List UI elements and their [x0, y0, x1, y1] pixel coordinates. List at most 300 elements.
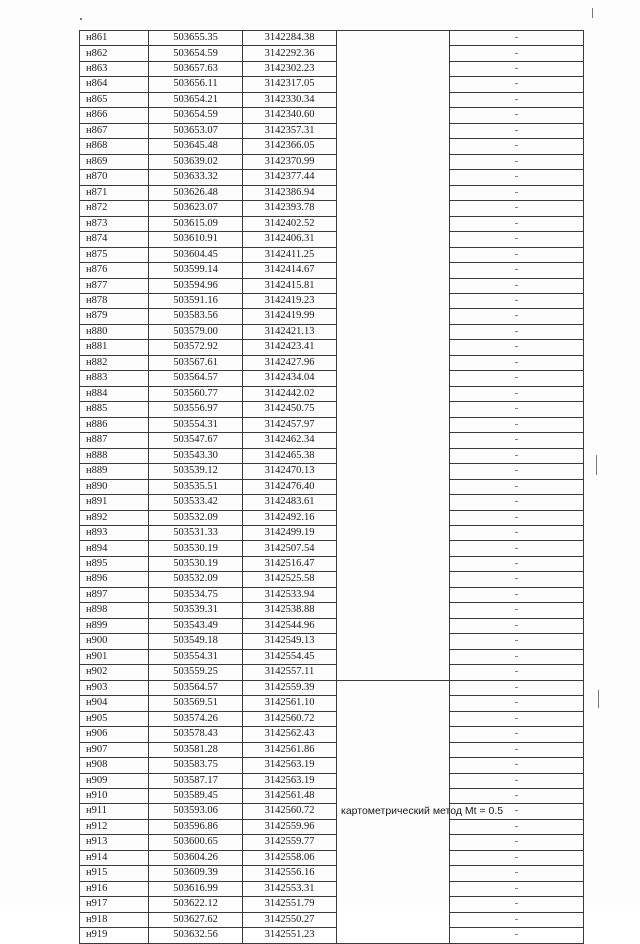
point-id-cell: н894 [80, 541, 149, 556]
accuracy-cell: - [450, 556, 584, 571]
point-id-cell: н896 [80, 572, 149, 587]
accuracy-cell: - [450, 201, 584, 216]
accuracy-cell: - [450, 293, 584, 308]
y-coordinate-cell: 3142450.75 [243, 402, 337, 417]
accuracy-cell: - [450, 371, 584, 386]
y-coordinate-cell: 3142554.45 [243, 649, 337, 664]
accuracy-cell: - [450, 77, 584, 92]
y-coordinate-cell: 3142340.60 [243, 108, 337, 123]
table-row [80, 464, 584, 479]
y-coordinate-cell: 3142415.81 [243, 278, 337, 293]
point-id-cell: н875 [80, 247, 149, 262]
x-coordinate-cell: 503622.12 [149, 897, 243, 912]
y-coordinate-cell: 3142563.19 [243, 773, 337, 788]
point-id-cell: н909 [80, 773, 149, 788]
y-coordinate-cell: 3142414.67 [243, 263, 337, 278]
x-coordinate-cell: 503632.56 [149, 928, 243, 943]
table-row [80, 479, 584, 494]
scan-speck [80, 18, 82, 20]
y-coordinate-cell: 3142370.99 [243, 154, 337, 169]
y-coordinate-cell: 3142560.72 [243, 711, 337, 726]
table-row [80, 201, 584, 216]
point-id-cell: н861 [80, 31, 149, 46]
accuracy-cell: - [450, 263, 584, 278]
y-coordinate-cell: 3142476.40 [243, 479, 337, 494]
x-coordinate-cell: 503554.31 [149, 417, 243, 432]
table-row [80, 77, 584, 92]
accuracy-cell: - [450, 123, 584, 138]
table-row [80, 139, 584, 154]
accuracy-cell: - [450, 495, 584, 510]
y-coordinate-cell: 3142483.61 [243, 495, 337, 510]
y-coordinate-cell: 3142556.16 [243, 866, 337, 881]
y-coordinate-cell: 3142561.10 [243, 696, 337, 711]
y-coordinate-cell: 3142559.96 [243, 819, 337, 834]
point-id-cell: н864 [80, 77, 149, 92]
point-id-cell: н906 [80, 727, 149, 742]
table-row [80, 680, 584, 695]
accuracy-cell: - [450, 154, 584, 169]
table-row [80, 758, 584, 773]
y-coordinate-cell: 3142402.52 [243, 216, 337, 231]
y-coordinate-cell: 3142550.27 [243, 912, 337, 927]
accuracy-cell: - [450, 587, 584, 602]
accuracy-cell: - [450, 526, 584, 541]
table-row [80, 819, 584, 834]
table-row [80, 123, 584, 138]
point-id-cell: н914 [80, 850, 149, 865]
table-row [80, 850, 584, 865]
coordinates-table-body [80, 31, 584, 944]
x-coordinate-cell: 503594.96 [149, 278, 243, 293]
accuracy-cell: - [450, 61, 584, 76]
x-coordinate-cell: 503530.19 [149, 541, 243, 556]
accuracy-cell: - [450, 897, 584, 912]
y-coordinate-cell: 3142357.31 [243, 123, 337, 138]
point-id-cell: н865 [80, 92, 149, 107]
accuracy-cell: - [450, 309, 584, 324]
x-coordinate-cell: 503633.32 [149, 170, 243, 185]
point-id-cell: н880 [80, 324, 149, 339]
x-coordinate-cell: 503657.63 [149, 61, 243, 76]
table-row [80, 526, 584, 541]
point-id-cell: н886 [80, 417, 149, 432]
y-coordinate-cell: 3142561.48 [243, 788, 337, 803]
y-coordinate-cell: 3142560.72 [243, 804, 337, 819]
accuracy-cell: - [450, 618, 584, 633]
table-row [80, 788, 584, 803]
x-coordinate-cell: 503627.62 [149, 912, 243, 927]
y-coordinate-cell: 3142561.86 [243, 742, 337, 757]
table-row [80, 556, 584, 571]
point-id-cell: н917 [80, 897, 149, 912]
accuracy-cell: - [450, 448, 584, 463]
x-coordinate-cell: 503554.31 [149, 649, 243, 664]
x-coordinate-cell: 503549.18 [149, 634, 243, 649]
y-coordinate-cell: 3142551.79 [243, 897, 337, 912]
accuracy-cell: - [450, 680, 584, 695]
table-row [80, 742, 584, 757]
table-row [80, 866, 584, 881]
accuracy-cell: - [450, 727, 584, 742]
y-coordinate-cell: 3142516.47 [243, 556, 337, 571]
y-coordinate-cell: 3142393.78 [243, 201, 337, 216]
point-id-cell: н877 [80, 278, 149, 293]
y-coordinate-cell: 3142366.05 [243, 139, 337, 154]
accuracy-cell: - [450, 46, 584, 61]
x-coordinate-cell: 503574.26 [149, 711, 243, 726]
accuracy-cell: - [450, 835, 584, 850]
table-row [80, 495, 584, 510]
point-id-cell: н884 [80, 386, 149, 401]
accuracy-cell: - [450, 417, 584, 432]
y-coordinate-cell: 3142559.39 [243, 680, 337, 695]
y-coordinate-cell: 3142377.44 [243, 170, 337, 185]
table-row [80, 773, 584, 788]
point-id-cell: н871 [80, 185, 149, 200]
accuracy-cell: - [450, 928, 584, 943]
table-row [80, 448, 584, 463]
x-coordinate-cell: 503556.97 [149, 402, 243, 417]
point-id-cell: н912 [80, 819, 149, 834]
accuracy-cell: - [450, 108, 584, 123]
y-coordinate-cell: 3142557.11 [243, 665, 337, 680]
table-row [80, 897, 584, 912]
accuracy-cell: - [450, 634, 584, 649]
x-coordinate-cell: 503539.12 [149, 464, 243, 479]
x-coordinate-cell: 503567.61 [149, 355, 243, 370]
y-coordinate-cell: 3142406.31 [243, 232, 337, 247]
table-row [80, 402, 584, 417]
point-id-cell: н898 [80, 603, 149, 618]
x-coordinate-cell: 503533.42 [149, 495, 243, 510]
point-id-cell: н907 [80, 742, 149, 757]
accuracy-cell: - [450, 324, 584, 339]
accuracy-cell: - [450, 92, 584, 107]
x-coordinate-cell: 503599.14 [149, 263, 243, 278]
x-coordinate-cell: 503600.65 [149, 835, 243, 850]
table-row [80, 634, 584, 649]
x-coordinate-cell: 503615.09 [149, 216, 243, 231]
y-coordinate-cell: 3142457.97 [243, 417, 337, 432]
accuracy-cell: - [450, 912, 584, 927]
y-coordinate-cell: 3142499.19 [243, 526, 337, 541]
accuracy-cell: - [450, 881, 584, 896]
y-coordinate-cell: 3142470.13 [243, 464, 337, 479]
y-coordinate-cell: 3142284.38 [243, 31, 337, 46]
table-row [80, 355, 584, 370]
x-coordinate-cell: 503591.16 [149, 293, 243, 308]
accuracy-cell: - [450, 479, 584, 494]
x-coordinate-cell: 503609.39 [149, 866, 243, 881]
point-id-cell: н878 [80, 293, 149, 308]
accuracy-cell: - [450, 603, 584, 618]
table-row [80, 154, 584, 169]
table-row [80, 309, 584, 324]
y-coordinate-cell: 3142292.36 [243, 46, 337, 61]
x-coordinate-cell: 503564.57 [149, 371, 243, 386]
scan-speck [596, 455, 597, 475]
y-coordinate-cell: 3142507.54 [243, 541, 337, 556]
table-row [80, 340, 584, 355]
point-id-cell: н862 [80, 46, 149, 61]
point-id-cell: н902 [80, 665, 149, 680]
table-row [80, 618, 584, 633]
accuracy-cell: - [450, 278, 584, 293]
accuracy-cell: - [450, 541, 584, 556]
table-row [80, 324, 584, 339]
table-row [80, 912, 584, 927]
x-coordinate-cell: 503583.75 [149, 758, 243, 773]
accuracy-cell: - [450, 340, 584, 355]
y-coordinate-cell: 3142553.31 [243, 881, 337, 896]
point-id-cell: н901 [80, 649, 149, 664]
point-id-cell: н868 [80, 139, 149, 154]
accuracy-cell: - [450, 819, 584, 834]
table-row [80, 371, 584, 386]
point-id-cell: н876 [80, 263, 149, 278]
table-row [80, 216, 584, 231]
x-coordinate-cell: 503532.09 [149, 510, 243, 525]
table-row [80, 92, 584, 107]
x-coordinate-cell: 503532.09 [149, 572, 243, 587]
x-coordinate-cell: 503656.11 [149, 77, 243, 92]
table-row [80, 433, 584, 448]
y-coordinate-cell: 3142538.88 [243, 603, 337, 618]
x-coordinate-cell: 503535.51 [149, 479, 243, 494]
y-coordinate-cell: 3142434.04 [243, 371, 337, 386]
x-coordinate-cell: 503604.26 [149, 850, 243, 865]
x-coordinate-cell: 503564.57 [149, 680, 243, 695]
table-row [80, 541, 584, 556]
table-row [80, 108, 584, 123]
accuracy-cell: - [450, 773, 584, 788]
table-row [80, 727, 584, 742]
table-row [80, 61, 584, 76]
point-id-cell: н879 [80, 309, 149, 324]
table-row [80, 572, 584, 587]
y-coordinate-cell: 3142551.23 [243, 928, 337, 943]
coordinates-table [79, 30, 584, 944]
table-row [80, 881, 584, 896]
point-id-cell: н890 [80, 479, 149, 494]
point-id-cell: н870 [80, 170, 149, 185]
point-id-cell: н919 [80, 928, 149, 943]
accuracy-cell: - [450, 185, 584, 200]
x-coordinate-cell: 503604.45 [149, 247, 243, 262]
y-coordinate-cell: 3142419.23 [243, 293, 337, 308]
point-id-cell: н883 [80, 371, 149, 386]
table-row [80, 232, 584, 247]
y-coordinate-cell: 3142419.99 [243, 309, 337, 324]
method-cell-empty [337, 31, 450, 681]
accuracy-cell: - [450, 464, 584, 479]
table-row [80, 185, 584, 200]
table-row [80, 835, 584, 850]
x-coordinate-cell: 503653.07 [149, 123, 243, 138]
x-coordinate-cell: 503593.06 [149, 804, 243, 819]
x-coordinate-cell: 503543.30 [149, 448, 243, 463]
point-id-cell: н913 [80, 835, 149, 850]
y-coordinate-cell: 3142559.77 [243, 835, 337, 850]
x-coordinate-cell: 503623.07 [149, 201, 243, 216]
y-coordinate-cell: 3142302.23 [243, 61, 337, 76]
table-row [80, 603, 584, 618]
table-row [80, 696, 584, 711]
accuracy-cell: - [450, 850, 584, 865]
y-coordinate-cell: 3142563.19 [243, 758, 337, 773]
point-id-cell: н911 [80, 804, 149, 819]
table-row [80, 278, 584, 293]
y-coordinate-cell: 3142411.25 [243, 247, 337, 262]
y-coordinate-cell: 3142544.96 [243, 618, 337, 633]
accuracy-cell: - [450, 788, 584, 803]
point-id-cell: н881 [80, 340, 149, 355]
point-id-cell: н904 [80, 696, 149, 711]
accuracy-cell: - [450, 433, 584, 448]
point-id-cell: н873 [80, 216, 149, 231]
point-id-cell: н891 [80, 495, 149, 510]
point-id-cell: н882 [80, 355, 149, 370]
y-coordinate-cell: 3142525.58 [243, 572, 337, 587]
x-coordinate-cell: 503583.56 [149, 309, 243, 324]
x-coordinate-cell: 503654.21 [149, 92, 243, 107]
table-row [80, 665, 584, 680]
accuracy-cell: - [450, 665, 584, 680]
x-coordinate-cell: 503616.99 [149, 881, 243, 896]
table-row [80, 711, 584, 726]
x-coordinate-cell: 503578.43 [149, 727, 243, 742]
table-row [80, 587, 584, 602]
accuracy-cell: - [450, 216, 584, 231]
point-id-cell: н900 [80, 634, 149, 649]
accuracy-cell: - [450, 711, 584, 726]
point-id-cell: н899 [80, 618, 149, 633]
point-id-cell: н916 [80, 881, 149, 896]
y-coordinate-cell: 3142533.94 [243, 587, 337, 602]
accuracy-cell: - [450, 402, 584, 417]
x-coordinate-cell: 503569.51 [149, 696, 243, 711]
point-id-cell: н915 [80, 866, 149, 881]
accuracy-cell: - [450, 139, 584, 154]
x-coordinate-cell: 503539.31 [149, 603, 243, 618]
point-id-cell: н903 [80, 680, 149, 695]
point-id-cell: н892 [80, 510, 149, 525]
y-coordinate-cell: 3142442.02 [243, 386, 337, 401]
x-coordinate-cell: 503579.00 [149, 324, 243, 339]
table-row [80, 46, 584, 61]
point-id-cell: н867 [80, 123, 149, 138]
point-id-cell: н872 [80, 201, 149, 216]
point-id-cell: н893 [80, 526, 149, 541]
table-row [80, 510, 584, 525]
scan-speck [598, 690, 599, 708]
point-id-cell: н863 [80, 61, 149, 76]
x-coordinate-cell: 503572.92 [149, 340, 243, 355]
table-row [80, 804, 584, 819]
point-id-cell: н874 [80, 232, 149, 247]
accuracy-cell: - [450, 232, 584, 247]
table-row [80, 649, 584, 664]
point-id-cell: н910 [80, 788, 149, 803]
x-coordinate-cell: 503530.19 [149, 556, 243, 571]
accuracy-cell: - [450, 804, 584, 819]
point-id-cell: н887 [80, 433, 149, 448]
x-coordinate-cell: 503626.48 [149, 185, 243, 200]
point-id-cell: н869 [80, 154, 149, 169]
point-id-cell: н888 [80, 448, 149, 463]
y-coordinate-cell: 3142492.16 [243, 510, 337, 525]
method-label: картометрический метод Mt = 0.5 [341, 805, 504, 818]
y-coordinate-cell: 3142427.96 [243, 355, 337, 370]
table-row [80, 417, 584, 432]
x-coordinate-cell: 503581.28 [149, 742, 243, 757]
point-id-cell: н889 [80, 464, 149, 479]
x-coordinate-cell: 503645.48 [149, 139, 243, 154]
x-coordinate-cell: 503547.67 [149, 433, 243, 448]
accuracy-cell: - [450, 649, 584, 664]
accuracy-cell: - [450, 31, 584, 46]
x-coordinate-cell: 503596.86 [149, 819, 243, 834]
scan-speck [592, 8, 593, 18]
y-coordinate-cell: 3142421.13 [243, 324, 337, 339]
x-coordinate-cell: 503610.91 [149, 232, 243, 247]
accuracy-cell: - [450, 510, 584, 525]
y-coordinate-cell: 3142386.94 [243, 185, 337, 200]
x-coordinate-cell: 503534.75 [149, 587, 243, 602]
point-id-cell: н866 [80, 108, 149, 123]
table-row [80, 31, 584, 46]
y-coordinate-cell: 3142558.06 [243, 850, 337, 865]
point-id-cell: н908 [80, 758, 149, 773]
y-coordinate-cell: 3142465.38 [243, 448, 337, 463]
method-cell [337, 680, 504, 943]
accuracy-cell: - [450, 696, 584, 711]
y-coordinate-cell: 3142562.43 [243, 727, 337, 742]
x-coordinate-cell: 503543.49 [149, 618, 243, 633]
y-coordinate-cell: 3142462.34 [243, 433, 337, 448]
table-row [80, 263, 584, 278]
accuracy-cell: - [450, 386, 584, 401]
x-coordinate-cell: 503589.45 [149, 788, 243, 803]
y-coordinate-cell: 3142423.41 [243, 340, 337, 355]
table-row [80, 386, 584, 401]
table-row [80, 247, 584, 262]
accuracy-cell: - [450, 866, 584, 881]
x-coordinate-cell: 503559.25 [149, 665, 243, 680]
accuracy-cell: - [450, 742, 584, 757]
accuracy-cell: - [450, 572, 584, 587]
x-coordinate-cell: 503655.35 [149, 31, 243, 46]
accuracy-cell: - [450, 247, 584, 262]
x-coordinate-cell: 503654.59 [149, 108, 243, 123]
point-id-cell: н918 [80, 912, 149, 927]
table-row [80, 928, 584, 943]
point-id-cell: н895 [80, 556, 149, 571]
point-id-cell: н897 [80, 587, 149, 602]
y-coordinate-cell: 3142330.34 [243, 92, 337, 107]
accuracy-cell: - [450, 355, 584, 370]
x-coordinate-cell: 503654.59 [149, 46, 243, 61]
x-coordinate-cell: 503587.17 [149, 773, 243, 788]
point-id-cell: н905 [80, 711, 149, 726]
x-coordinate-cell: 503639.02 [149, 154, 243, 169]
y-coordinate-cell: 3142317.05 [243, 77, 337, 92]
table-row [80, 170, 584, 185]
y-coordinate-cell: 3142549.13 [243, 634, 337, 649]
x-coordinate-cell: 503531.33 [149, 526, 243, 541]
x-coordinate-cell: 503560.77 [149, 386, 243, 401]
